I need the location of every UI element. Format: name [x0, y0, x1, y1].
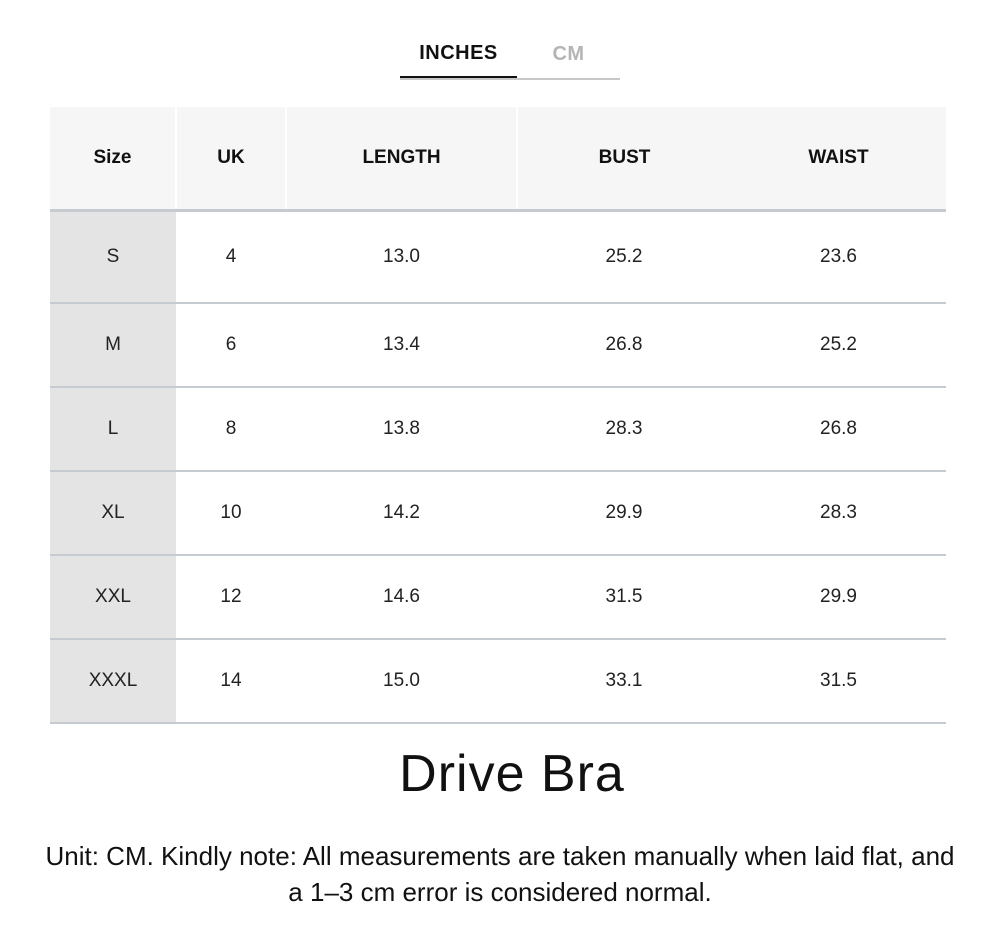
length-cell: 13.4: [286, 303, 517, 387]
uk-cell: 6: [176, 303, 286, 387]
uk-cell: 4: [176, 211, 286, 304]
waist-cell: 28.3: [731, 471, 946, 555]
waist-cell: 29.9: [731, 555, 946, 639]
bust-cell: 31.5: [517, 555, 731, 639]
uk-cell: 14: [176, 639, 286, 723]
table-row: [50, 303, 946, 387]
table-row: [50, 639, 946, 723]
bust-cell: 29.9: [517, 471, 731, 555]
length-cell: 15.0: [286, 639, 517, 723]
waist-cell: 23.6: [731, 211, 946, 304]
table-header-row: [50, 107, 946, 211]
size-cell: M: [50, 303, 176, 387]
column-header-uk: UK: [176, 107, 286, 211]
product-title: Drive Bra: [399, 745, 625, 803]
table-row: [50, 387, 946, 471]
bust-cell: 25.2: [517, 211, 731, 304]
bust-cell: 28.3: [517, 387, 731, 471]
uk-cell: 12: [176, 555, 286, 639]
length-cell: 14.6: [286, 555, 517, 639]
bust-cell: 26.8: [517, 303, 731, 387]
waist-cell: 26.8: [731, 387, 946, 471]
table-row: [50, 211, 946, 304]
length-cell: 14.2: [286, 471, 517, 555]
bust-cell: 33.1: [517, 639, 731, 723]
length-cell: 13.0: [286, 211, 517, 304]
column-header-length: LENGTH: [286, 107, 517, 211]
column-header-waist: WAIST: [731, 107, 946, 211]
size-cell: XXXL: [50, 639, 176, 723]
column-header-bust: BUST: [517, 107, 731, 211]
size-cell: L: [50, 387, 176, 471]
uk-cell: 10: [176, 471, 286, 555]
measurement-note: Unit: CM. Kindly note: All measurements are taken manually when laid flat, and a 1–3 cm error is considered normal.: [45, 841, 955, 907]
size-cell: S: [50, 211, 176, 304]
size-chart-table: [50, 107, 946, 724]
waist-cell: 25.2: [731, 303, 946, 387]
waist-cell: 31.5: [731, 639, 946, 723]
uk-cell: 8: [176, 387, 286, 471]
column-header-size: Size: [50, 107, 176, 211]
size-cell: XXL: [50, 555, 176, 639]
unit-tabs: [400, 30, 620, 80]
length-cell: 13.8: [286, 387, 517, 471]
table-row: [50, 555, 946, 639]
table-row: [50, 471, 946, 555]
size-cell: XL: [50, 471, 176, 555]
tab-cm[interactable]: CM: [552, 42, 585, 65]
tab-inches[interactable]: INCHES: [400, 30, 517, 78]
